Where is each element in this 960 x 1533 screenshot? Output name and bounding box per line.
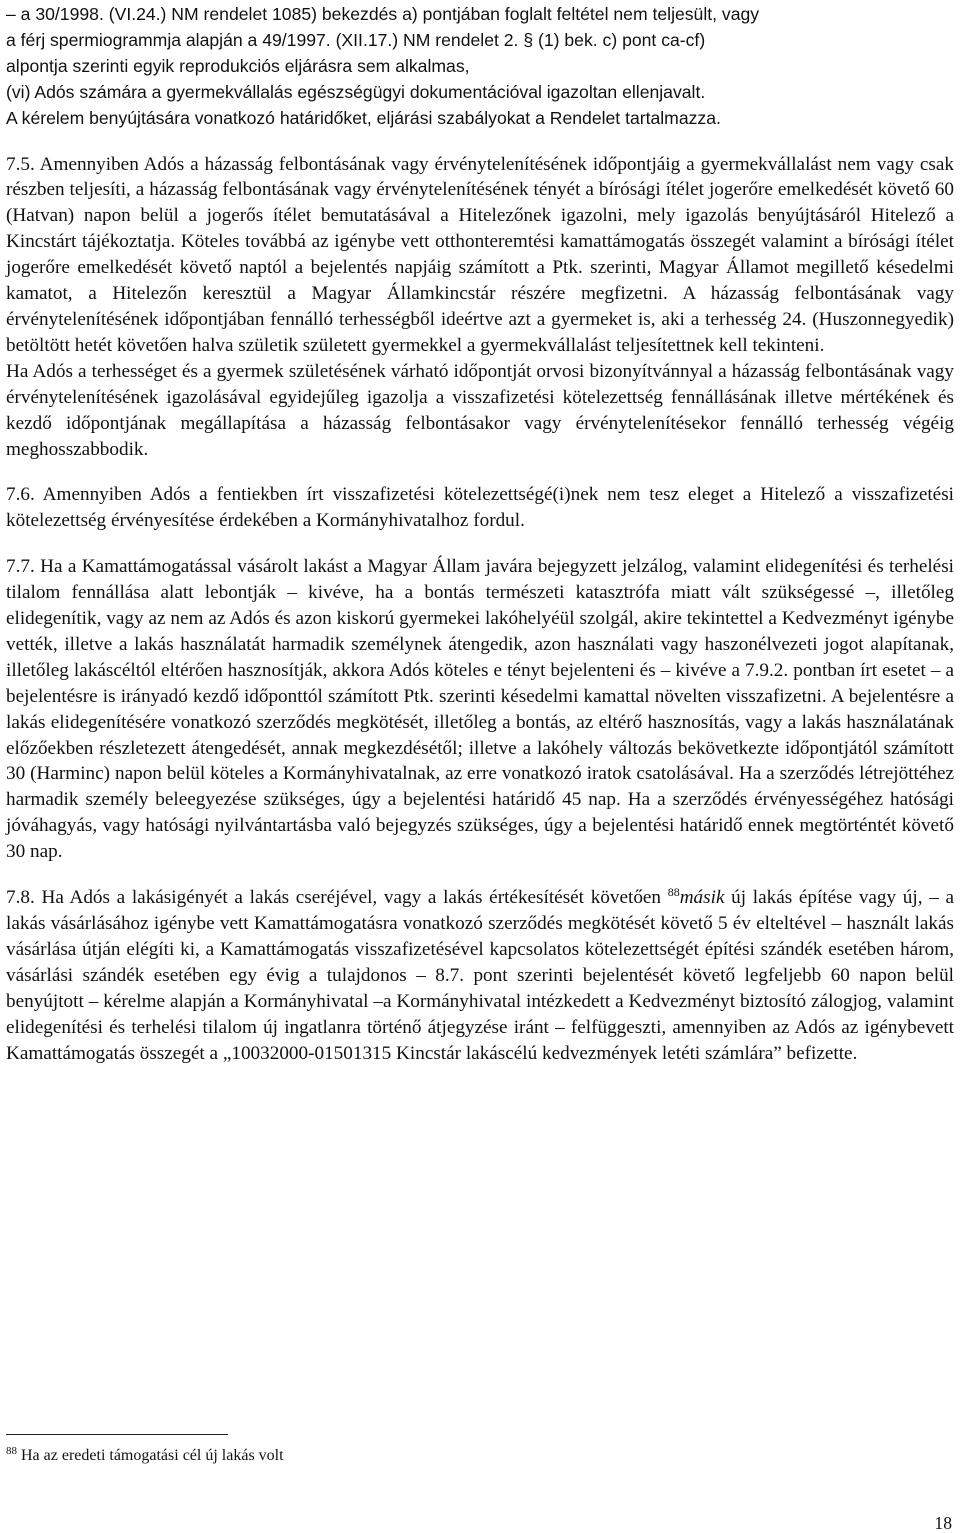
intro-line-3: alpontja szerinti egyik reprodukciós eljárásra sem alkalmas, (6, 55, 470, 76)
section-7-7-paragraph: 7.7. Ha a Kamattámogatással vásárolt lakást a Magyar Állam javára bejegyzett jelzálog, valamint elidegenítési és terhelési tilalom fennállása alatt lebontják – kivéve, ha a bontás természeti katasztrófa miatt vált szükségessé –, illetőleg elidegenítik, vagy az nem az Adós és azon kiskorú gyermekei lakóhelyéül szolgál, akire tekintettel a Kedvezményt igénybe vették, illetve a lakás használatát harmadik személynek átengedik, azon használati vagy haszonélvezeti jogot alapítanak, illetőleg lakáscéltól eltérően hasznosítják, akkora Adós köteles e tényt bejelenteni és – kivéve a 7.9.2. pontban írt esetet – a bejelentésre is irányadó kezdő időponttól számított Ptk. szerinti késedelmi kamattal növelten visszafizetni. A bejelentésre a lakás elidegenítésére vonatkozó szerződés megkötését, illetőleg a bontás, az eltérő hasznosítás, vagy a lakás használatának előzőekben részletezett átengedését, annak megkezdésétől; illetve a lakóhely változás bekövetkezte időpontjától számított 30 (Harminc) napon belül köteles a Kormányhivatalnak, az erre vonatkozó iratok csatolásával. Ha a szerződés létrejöttéhez harmadik személy beleegyezése szükséges, úgy a bejelentési határidő 45 nap. Ha a szerződés érvényességéhez hatósági jóváhagyás, vagy hatósági nyilvántartásba való bejegyzés szükséges, úgy a bejelentési határidő ennek megtörténtét követő 30 nap. (6, 556, 954, 863)
section-7-8-text-start: 7.8. Ha Adós a lakásigényét a lakás cseréjével, vagy a lakás értékesítését követően (6, 887, 668, 909)
footnote-number: 88 (6, 1445, 17, 1457)
document-page (6, 2, 954, 1066)
emphasized-word: másik (679, 887, 725, 909)
intro-line-4: (vi) Adós számára a gyermekvállalás egészségügyi dokumentációval igazoltan ellenjavalt. (6, 81, 706, 102)
intro-line-1: – a 30/1998. (VI.24.) NM rendelet 1085) bekezdés a) pontjában foglalt feltétel nem teljesült, vagy (6, 4, 760, 24)
footnote-text: Ha az eredeti támogatási cél új lakás volt (21, 1447, 284, 1464)
footnote (6, 1445, 284, 1467)
intro-line-2: a férj spermiogrammja alapján a 49/1997. (XII.17.) NM rendelet 2. § (1) bek. c) pont ca-cf) (6, 29, 706, 50)
section-7-8-text-end: új lakás építése vagy új, – a lakás vásárlásához igénybe vett Kamattámogatásra vonatkozó szerződés megkötését követő 5 év elteltével – használt lakás vásárlása útján elégíti ki, a Kamattámogatás visszafizetésével kapcsolatos kötelezettségét építési szándék esetében három, vásárlási szándék esetében egy évig a tulajdonos – 8.7. pont szerinti bejelentését követő legfeljebb 60 napon belül benyújtott – kérelme alapján a Kormányhivatal –a Kormányhivatal intézkedett a Kedvezményt biztosító zálogjog, valamint elidegenítési és terhelési tilalom új ingatlanra történő átjegyzése iránt – felfüggeszti, amennyiben az Adós az igénybevett Kamattámogatás összegét a „10032000-01501315 Kincstár lakáscélú kedvezmények letéti számlára” befizette. (6, 887, 954, 1064)
footnote-reference[interactable]: 88 (667, 885, 680, 900)
section-7-5-paragraph-1: 7.5. Amennyiben Adós a házasság felbontásának vagy érvénytelenítésének időpontjáig a gyermekvállalást nem vagy csak részben teljesíti, a házasság felbontásának vagy érvénytelenítésének tényét a bírósági ítélet jogerőre emelkedését követő 60 (Hatvan) napon belül a jogerős ítélet bemutatásával a Hitelezőnek igazolni, mely igazolás benyújtásáról Hitelező a Kincstárt tájékoztatja. Köteles továbbá az igénybe vett otthonteremtési kamattámogatás összegét valamint a bírósági ítélet jogerőre emelkedését követő naptól a bejelentés napjáig számított a Ptk. szerinti, Magyar Államot megillető késedelmi kamatot, a Hitelezőn keresztül a Magyar Államkincstár részére megfizetni. A házasság felbontásának vagy érvénytelenítésének időpontjában fennálló terhességből ideértve azt a gyermeket is, aki a terhesség 24. (Huszonnegyedik) betöltött hetét követően halva születik született gyermekkel a gyermekvállalást teljesítettnek kell tekinteni. (6, 153, 954, 356)
page-number: 18 (934, 1513, 952, 1533)
section-7-8-paragraph (6, 885, 954, 1066)
intro-block (6, 2, 954, 132)
intro-line-5: A kérelem benyújtására vonatkozó határidőket, eljárási szabályokat a Rendelet tartalmazza. (6, 107, 721, 128)
section-7-6-paragraph: 7.6. Amennyiben Adós a fentiekben írt visszafizetési kötelezettségé(i)nek nem tesz eleget a Hitelező a visszafizetési kötelezettség érvényesítése érdekében a Kormányhivatalhoz fordul. (6, 484, 954, 532)
section-7-5-paragraph-2: Ha Adós a terhességet és a gyermek születésének várható időpontját orvosi bizonyítvánnyal a házasság felbontásának vagy érvénytelenítésének igazolásával egyidejűleg igazolja a visszafizetési kötelezettség fennállásának illetve mértékének és kezdő időpontjának megállapítása a házasság felbontásakor vagy érvénytelenítésekor fennálló terhesség végéig meghosszabbodik. (6, 360, 954, 460)
footnote-separator (6, 1434, 228, 1435)
